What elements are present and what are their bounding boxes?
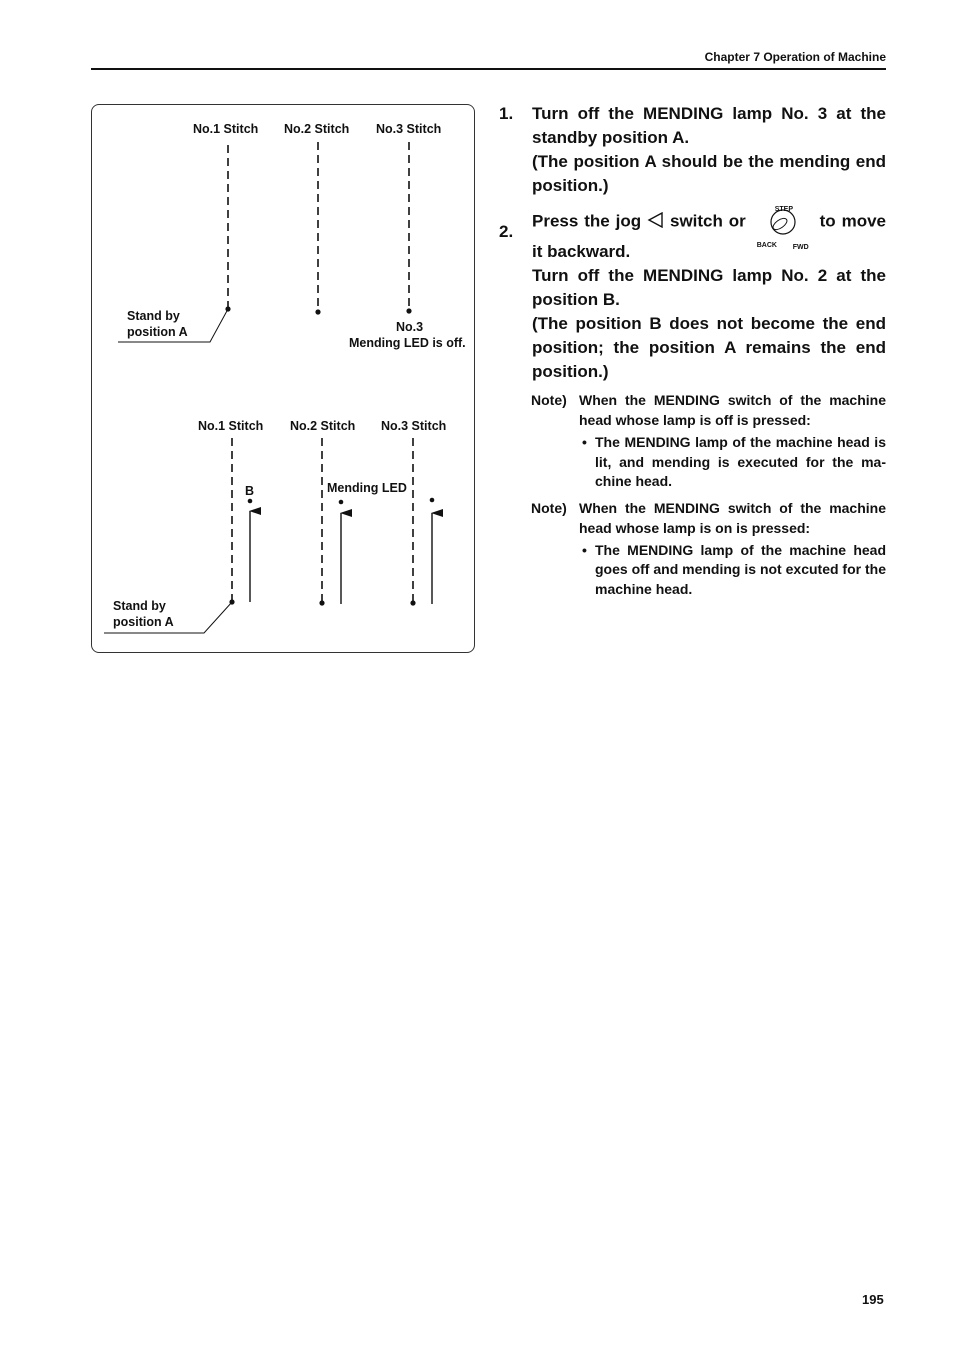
step-note-2: (The position B does not become the end position; the position A remains the end position.)	[532, 314, 886, 381]
top-stitch2-label: No.2 Stitch	[284, 122, 350, 136]
note-text: When the MENDING switch of the machine head whose lamp is on is pressed:	[579, 499, 886, 536]
mending-led-dot-2	[339, 500, 344, 505]
bottom-standby-label-1: Stand by	[113, 599, 166, 613]
note-bullet: • The MENDING lamp of the machine head goes off and mending is not excuted for the machine head.	[582, 541, 886, 597]
note-1	[498, 390, 886, 492]
top-stitch1-point	[225, 306, 230, 311]
bullet-icon: •	[582, 434, 587, 450]
note-label: Note)	[531, 392, 567, 408]
bottom-stitch3-label: No.3 Stitch	[381, 419, 447, 433]
top-mending-led-off-label: Mending LED is off.	[349, 336, 466, 350]
bottom-stitch1-point	[229, 599, 234, 604]
note-text: When the MENDING switch of the machine head whose lamp is off is pressed:	[579, 392, 886, 428]
top-standby-label-2: position A	[127, 325, 188, 339]
top-stitch2-point	[315, 309, 320, 314]
step-text-press: Press the jog switch or STEP BACK FWD to move it backward.	[532, 206, 887, 261]
note-label: Note)	[531, 499, 567, 516]
position-b-dot	[248, 499, 253, 504]
bottom-stitch2-label: No.2 Stitch	[290, 419, 356, 433]
step-text: Turn off the MENDING lamp No. 3 at the standby position A.	[532, 104, 886, 147]
top-stitch3-point	[406, 308, 411, 313]
step-text-2: Turn off the MENDING lamp No. 2 at the position B.	[532, 266, 886, 309]
stitch-diagram-lines	[92, 105, 476, 654]
chapter-title: Chapter 7 Operation of Machine	[704, 50, 886, 64]
procedure-steps	[498, 102, 886, 599]
step-number: 2.	[499, 222, 514, 241]
step-1	[498, 102, 886, 198]
page-number: 195	[862, 1292, 884, 1307]
bottom-standby-label-2: position A	[113, 615, 174, 629]
step-number: 1.	[499, 104, 514, 123]
page-header	[91, 50, 886, 70]
mending-led-dot-3	[430, 498, 435, 503]
bottom-stitch1-label: No.1 Stitch	[198, 419, 264, 433]
mending-led-label: Mending LED	[327, 481, 407, 495]
bullet-icon: •	[582, 541, 587, 558]
bottom-stitch2-point	[319, 600, 324, 605]
jog-left-triangle-icon	[647, 212, 664, 228]
note-2	[498, 498, 886, 600]
stitch-diagram	[91, 104, 475, 653]
top-no3-label: No.3	[396, 320, 424, 334]
step-2	[498, 204, 886, 384]
note-bullet: • The MENDING lamp of the machine head is lit, and mending is executed for the ma-chine head.	[582, 434, 886, 489]
bottom-stitch3-point	[410, 600, 415, 605]
top-stitch1-label: No.1 Stitch	[193, 122, 259, 136]
top-standby-label-1: Stand by	[127, 309, 180, 323]
step-note: (The position A should be the mending end position.)	[532, 152, 886, 195]
top-stitch3-label: No.3 Stitch	[376, 122, 442, 136]
position-b-label: B	[245, 484, 255, 498]
step-button-icon: STEP BACK FWD	[755, 204, 811, 240]
